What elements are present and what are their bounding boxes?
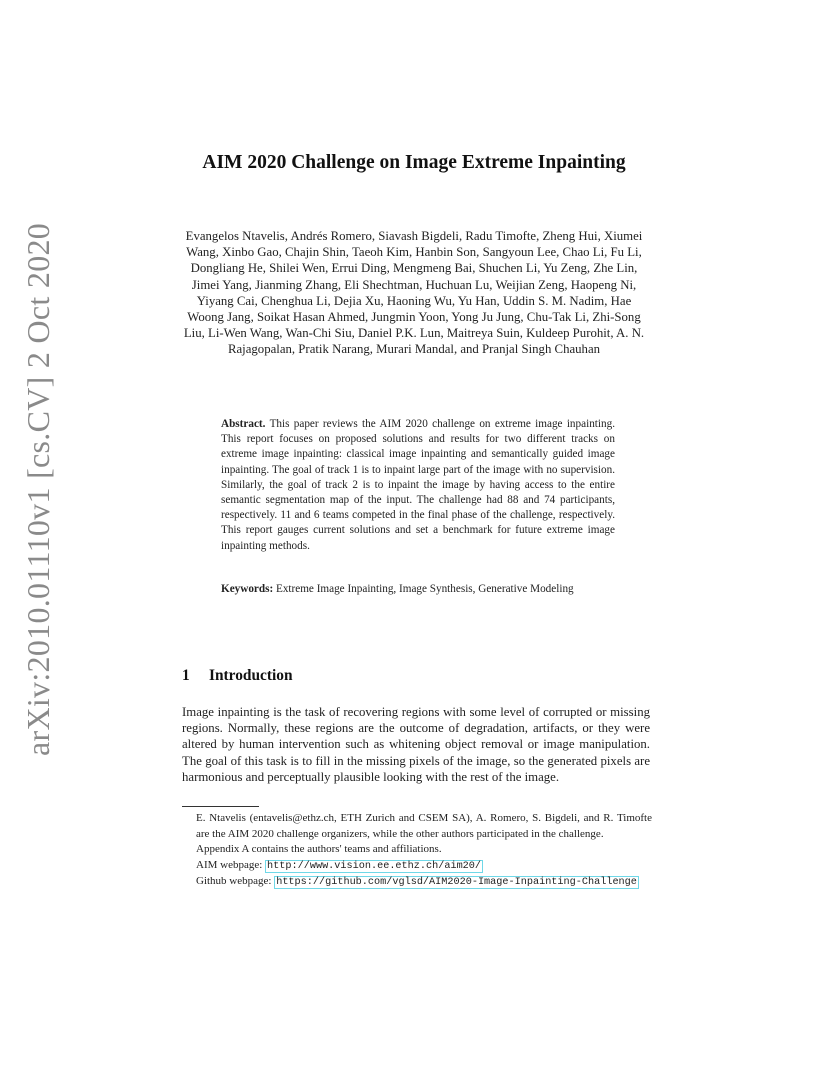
section-heading-introduction [182,666,482,686]
footnote-organizers: E. Ntavelis (entavelis@ethz.ch, ETH Zurich and CSEM SA), A. Romero, S. Bigdeli, and R. Timofte are the AIM 2020 challenge organizers, while the other authors participated in the challenge. [196,812,652,840]
abstract [221,417,615,554]
github-webpage-label: Github webpage: [196,875,272,888]
section-title: Introduction [209,667,293,684]
keywords-label: Keywords: [221,583,274,595]
abstract-text: This paper reviews the AIM 2020 challenge on extreme image inpainting. This report focuses on proposed solutions and results for two different tracks on extreme image inpainting: classical image inpainting and semantically guided image inpainting. The goal of track 1 is to inpaint large part of the image with no supervision. Similarly, the goal of track 2 is to inpaint the image by having access to the entire semantic segmentation map of the input. The challenge had 88 and 74 participants, respectively. 11 and 6 teams competed in the final phase of the challenge, respectively. This report gauges current solutions and set a benchmark for future extreme image inpainting methods. [221,418,615,552]
footnote-aim-webpage [196,858,652,875]
aim-webpage-link[interactable]: http://www.vision.ee.ethz.ch/aim20/ [267,860,482,872]
github-webpage-link[interactable]: https://github.com/vglsd/AIM2020-Image-Inpainting-Challenge [276,877,637,889]
footnotes [196,811,652,891]
arxiv-stamp-text: arXiv:2010.01110v1 [cs.CV] 2 Oct 2020 [20,222,56,756]
keywords-text: Extreme Image Inpainting, Image Synthesis, Generative Modeling [276,583,574,595]
aim-webpage-label: AIM webpage: [196,858,263,871]
paper-title: AIM 2020 Challenge on Image Extreme Inpainting [202,152,626,173]
section-number: 1 [182,667,190,684]
arxiv-identifier-stamp [12,222,68,756]
introduction-paragraph: Image inpainting is the task of recovering regions with some level of corrupted or missing regions. Normally, these regions are the outcome of degradation, artifacts, or they were altered by human intervention such as whitening object removal or image manipulation. The goal of this task is to fill in the missing pixels of the image, so the generated pixels are harmonious and perceptually plausible looking with the rest of the image. [182,705,650,784]
footnote-github-webpage [196,874,652,891]
abstract-label: Abstract. [221,418,266,430]
footnote-divider [182,806,259,807]
author-list: Evangelos Ntavelis, Andrés Romero, Siavash Bigdeli, Radu Timofte, Zheng Hui, Xiumei Wang, Xinbo Gao, Chajin Shin, Taeoh Kim, Hanbin Son, Sangyoun Lee, Chao Li, Fu Li, Dongliang He, Shilei Wen, Errui Ding, Mengmeng Bai, Shuchen Li, Yu Zeng, Zhe Lin, Jimei Yang, Jianming Zhang, Eli Shechtman, Huchuan Lu, Weijian Zeng, Haopeng Ni, Yiyang Cai, Chenghua Li, Dejia Xu, Haoning Wu, Yu Han, Uddin S. M. Nadim, Hae Woong Jang, Soikat Hasan Ahmed, Jungmin Yoon, Yong Ju Jung, Chu-Tak Li, Zhi-Song Liu, Li-Wen Wang, Wan-Chi Siu, Daniel P.K. Lun, Maitreya Suin, Kuldeep Purohit, A. N. Rajagopalan, Pratik Narang, Murari Mandal, and Pranjal Singh Chauhan [183,229,645,357]
keywords [221,582,621,597]
footnote-appendix: Appendix A contains the authors' teams and affiliations. [196,843,442,856]
